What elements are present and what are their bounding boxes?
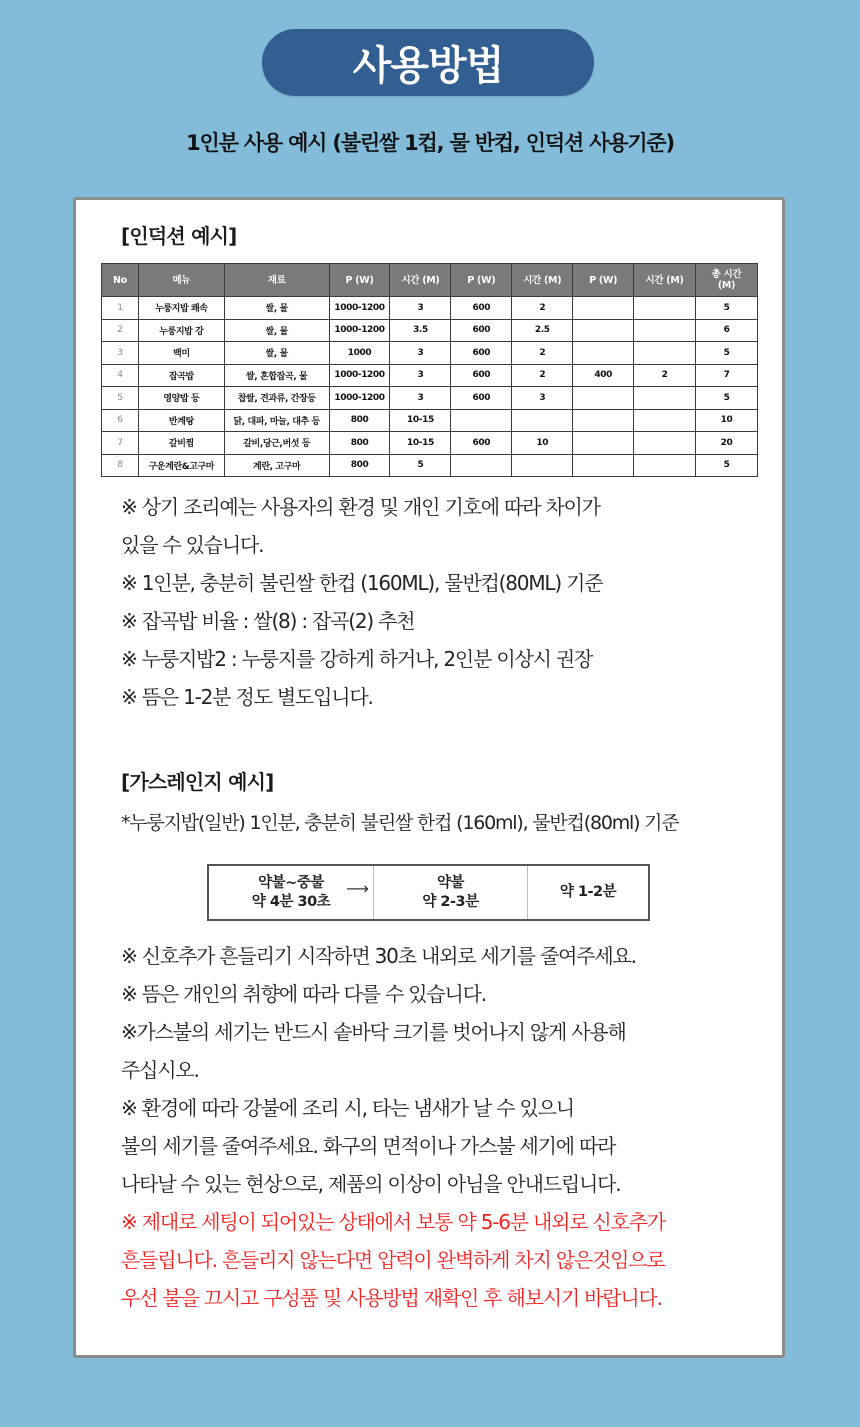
table-cell bbox=[634, 319, 696, 342]
table-row bbox=[102, 364, 758, 387]
warning-line: ※ 제대로 세팅이 되어있는 상태에서 보통 약 5-6분 내외로 신호추가 bbox=[121, 1210, 666, 1234]
note-line: ※ 1인분, 충분히 불린쌀 한컵 (160ML), 물반컵(80ML) 기준 bbox=[121, 571, 603, 595]
table-cell: 1000 bbox=[329, 342, 390, 365]
note-line: ※ 잡곡밥 비율 : 쌀(8) : 잡곡(2) 추천 bbox=[121, 609, 415, 633]
induction-table bbox=[101, 263, 758, 477]
header-total-time: 총 시간 (M) bbox=[696, 264, 758, 297]
gas-basis-text: *누룽지밥(일반) 1인분, 충분히 불린쌀 한컵 (160ml), 물반컵(80ml) 기준 bbox=[121, 812, 679, 834]
table-cell bbox=[634, 297, 696, 320]
table-cell: 쌀, 물 bbox=[224, 297, 329, 320]
table-cell: 600 bbox=[451, 387, 512, 410]
header-power-2: P (W) bbox=[451, 264, 512, 297]
table-cell: 5 bbox=[696, 454, 758, 477]
table-cell: 600 bbox=[451, 297, 512, 320]
table-cell: 계란, 고구마 bbox=[224, 454, 329, 477]
note-line: 나타날 수 있는 현상으로, 제품의 이상이 아님을 안내드립니다. bbox=[121, 1172, 621, 1196]
row-number: 4 bbox=[102, 364, 139, 387]
table-cell: 5 bbox=[696, 297, 758, 320]
note-line: 불의 세기를 줄여주세요. 화구의 면적이나 가스불 세기에 따라 bbox=[121, 1134, 616, 1158]
table-cell: 600 bbox=[451, 432, 512, 455]
table-cell: 10 bbox=[696, 409, 758, 432]
table-cell: 영양밥 등 bbox=[138, 387, 224, 410]
table-cell: 1000-1200 bbox=[329, 387, 390, 410]
table-cell bbox=[573, 297, 634, 320]
table-header-row bbox=[102, 264, 758, 297]
gas-step-2-time: 약 2-3분 bbox=[422, 893, 479, 910]
row-number: 5 bbox=[102, 387, 139, 410]
table-cell bbox=[512, 454, 573, 477]
table-cell: 2.5 bbox=[512, 319, 573, 342]
header-time-2: 시간 (M) bbox=[512, 264, 573, 297]
note-line: 있을 수 있습니다. bbox=[121, 533, 264, 557]
table-cell: 10-15 bbox=[390, 432, 451, 455]
table-cell: 7 bbox=[696, 364, 758, 387]
gas-steps-box bbox=[207, 864, 650, 921]
table-cell bbox=[634, 342, 696, 365]
table-cell bbox=[573, 409, 634, 432]
table-cell: 6 bbox=[696, 319, 758, 342]
note-line: ※ 상기 조리예는 사용자의 환경 및 개인 기호에 따라 차이가 bbox=[121, 495, 600, 519]
table-cell: 3 bbox=[390, 297, 451, 320]
table-row bbox=[102, 342, 758, 365]
note-line: ※가스불의 세기는 반드시 솥바닥 크기를 벗어나지 않게 사용해 bbox=[121, 1020, 626, 1044]
warning-line: 흔들립니다. 흔들리지 않는다면 압력이 완벽하게 차지 않은것임으로 bbox=[121, 1248, 665, 1272]
warning-line: 우선 불을 끄시고 구성품 및 사용방법 재확인 후 해보시기 바랍니다. bbox=[121, 1286, 662, 1310]
table-cell: 600 bbox=[451, 364, 512, 387]
gas-heading: [가스레인지 예시] bbox=[121, 770, 274, 794]
induction-notes bbox=[121, 488, 602, 716]
note-line: ※ 환경에 따라 강불에 조리 시, 타는 냄새가 날 수 있으니 bbox=[121, 1096, 574, 1120]
table-cell bbox=[573, 342, 634, 365]
instructions-card bbox=[73, 197, 785, 1358]
table-cell: 800 bbox=[329, 432, 390, 455]
gas-step-3 bbox=[528, 866, 648, 919]
row-number: 7 bbox=[102, 432, 139, 455]
note-line: ※ 뜸은 1-2분 정도 별도입니다. bbox=[121, 685, 373, 709]
table-cell: 구운계란&고구마 bbox=[138, 454, 224, 477]
note-line: ※ 신호추가 흔들리기 시작하면 30초 내외로 세기를 줄여주세요. bbox=[121, 944, 636, 968]
table-cell: 3 bbox=[390, 342, 451, 365]
table-cell bbox=[634, 387, 696, 410]
header-power-1: P (W) bbox=[329, 264, 390, 297]
table-cell bbox=[512, 409, 573, 432]
header-time-1: 시간 (M) bbox=[390, 264, 451, 297]
table-cell: 5 bbox=[390, 454, 451, 477]
note-line: ※ 누룽지밥2 : 누룽지를 강하게 하거나, 2인분 이상시 권장 bbox=[121, 647, 593, 671]
row-number: 2 bbox=[102, 319, 139, 342]
table-cell: 닭, 대파, 마늘, 대추 등 bbox=[224, 409, 329, 432]
gas-step-1-time: 약 4분 30초 bbox=[251, 893, 331, 910]
table-body bbox=[102, 297, 758, 477]
table-row bbox=[102, 454, 758, 477]
header-menu: 메뉴 bbox=[138, 264, 224, 297]
table-row bbox=[102, 319, 758, 342]
row-number: 3 bbox=[102, 342, 139, 365]
table-cell bbox=[573, 454, 634, 477]
table-cell bbox=[573, 387, 634, 410]
table-cell: 잡곡밥 bbox=[138, 364, 224, 387]
row-number: 8 bbox=[102, 454, 139, 477]
table-cell bbox=[634, 454, 696, 477]
row-number: 1 bbox=[102, 297, 139, 320]
table-cell: 800 bbox=[329, 409, 390, 432]
table-cell: 반계탕 bbox=[138, 409, 224, 432]
table-cell: 백미 bbox=[138, 342, 224, 365]
header-no: No bbox=[102, 264, 139, 297]
table-cell: 쌀, 혼합잡곡, 물 bbox=[224, 364, 329, 387]
table-cell bbox=[634, 432, 696, 455]
table-cell: 2 bbox=[512, 342, 573, 365]
gas-step-3-time: 약 1-2분 bbox=[559, 884, 617, 900]
table-cell: 600 bbox=[451, 342, 512, 365]
table-cell bbox=[451, 454, 512, 477]
table-cell: 800 bbox=[329, 454, 390, 477]
table-cell: 10 bbox=[512, 432, 573, 455]
table-cell: 3 bbox=[390, 364, 451, 387]
table-cell: 2 bbox=[512, 364, 573, 387]
table-cell: 2 bbox=[634, 364, 696, 387]
table-cell: 쌀, 물 bbox=[224, 319, 329, 342]
gas-step-1-heat: 약불~중불 bbox=[258, 874, 324, 891]
table-cell: 누룽지밥 쾌속 bbox=[138, 297, 224, 320]
table-cell bbox=[573, 319, 634, 342]
header-time-3: 시간 (M) bbox=[634, 264, 696, 297]
table-cell: 1000-1200 bbox=[329, 364, 390, 387]
page-title: 사용방법 bbox=[262, 29, 594, 96]
table-cell: 20 bbox=[696, 432, 758, 455]
table-cell: 400 bbox=[573, 364, 634, 387]
gas-step-2 bbox=[374, 866, 528, 919]
table-cell: 3 bbox=[390, 387, 451, 410]
table-cell bbox=[634, 409, 696, 432]
table-cell bbox=[451, 409, 512, 432]
header-power-3: P (W) bbox=[573, 264, 634, 297]
table-cell: 600 bbox=[451, 319, 512, 342]
page-subtitle: 1인분 사용 예시 (불린쌀 1컵, 물 반컵, 인덕션 사용기준) bbox=[186, 131, 674, 155]
induction-heading: [인덕션 예시] bbox=[121, 224, 237, 248]
table-cell: 3.5 bbox=[390, 319, 451, 342]
table-cell: 찹쌀, 견과류, 간장등 bbox=[224, 387, 329, 410]
table-cell: 3 bbox=[512, 387, 573, 410]
table-cell bbox=[573, 432, 634, 455]
header-ingredients: 재료 bbox=[224, 264, 329, 297]
table-cell: 10-15 bbox=[390, 409, 451, 432]
table-cell: 2 bbox=[512, 297, 573, 320]
table-cell: 1000-1200 bbox=[329, 297, 390, 320]
table-row bbox=[102, 409, 758, 432]
table-row bbox=[102, 297, 758, 320]
gas-step-2-heat: 약불 bbox=[436, 874, 464, 891]
note-line: ※ 뜸은 개인의 취향에 따라 다를 수 있습니다. bbox=[121, 982, 486, 1006]
table-cell: 5 bbox=[696, 387, 758, 410]
table-cell: 1000-1200 bbox=[329, 319, 390, 342]
gas-step-1 bbox=[209, 866, 374, 919]
table-row bbox=[102, 387, 758, 410]
gas-notes bbox=[121, 937, 665, 1317]
table-cell: 갈비찜 bbox=[138, 432, 224, 455]
table-row bbox=[102, 432, 758, 455]
row-number: 6 bbox=[102, 409, 139, 432]
table-cell: 갈비,당근,버섯 등 bbox=[224, 432, 329, 455]
table-cell: 쌀, 물 bbox=[224, 342, 329, 365]
arrow-right-icon: ⟶ bbox=[346, 879, 369, 898]
table-cell: 누룽지밥 강 bbox=[138, 319, 224, 342]
note-line: 주십시오. bbox=[121, 1058, 199, 1082]
table-cell: 5 bbox=[696, 342, 758, 365]
